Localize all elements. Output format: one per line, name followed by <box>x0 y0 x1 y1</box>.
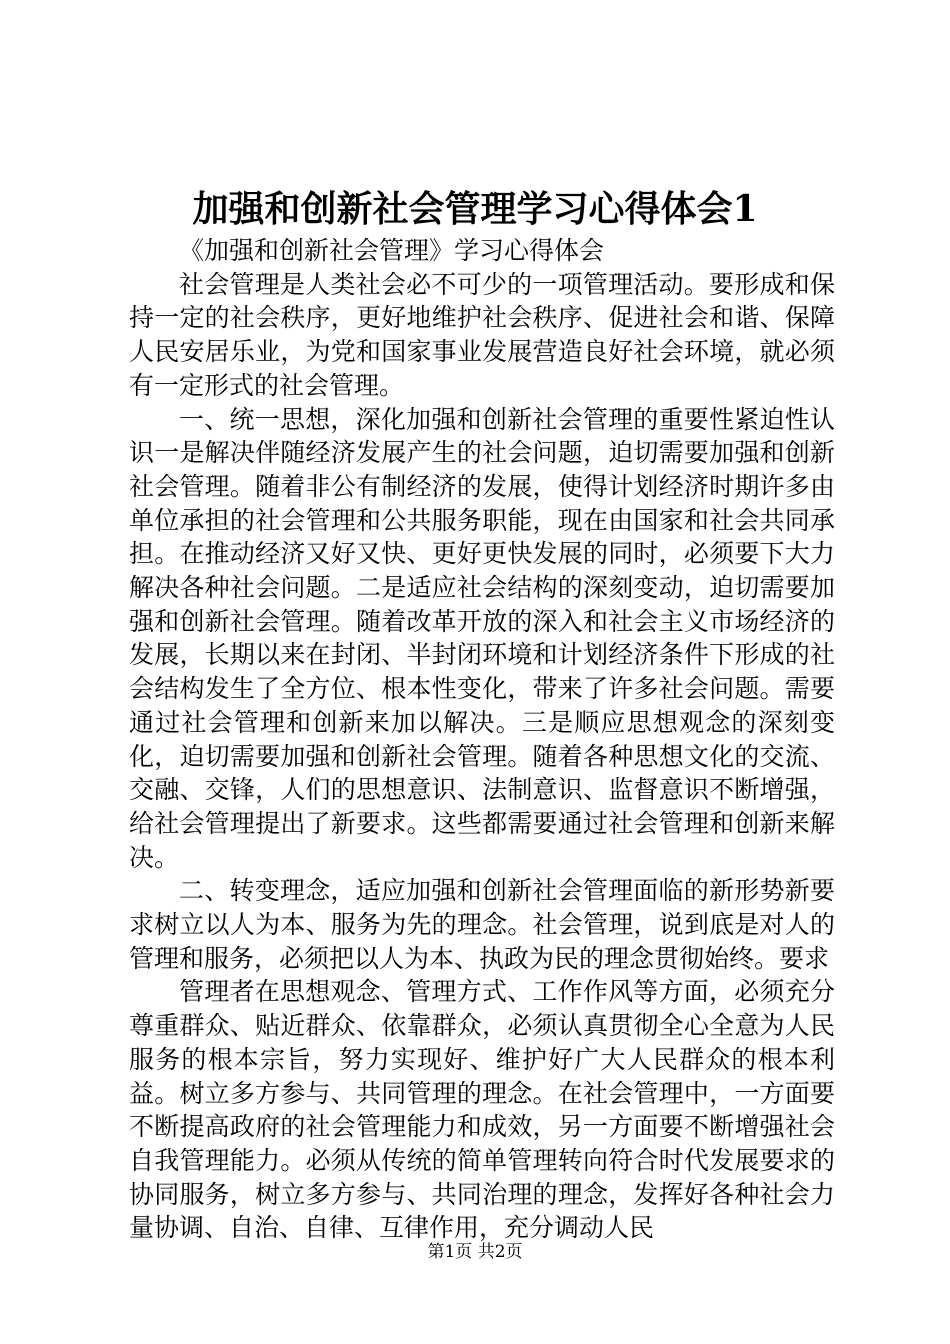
body-paragraph: 二、转变理念，适应加强和创新社会管理面临的新形势新要求树立以人为本、服务为先的理念。社会管理，说到底是对人的管理和服务，必须把以人为本、执政为民的理念贯彻始终。要求 <box>129 876 835 973</box>
body-paragraph: 社会管理是人类社会必不可少的一项管理活动。要形成和保持一定的社会秩序，更好地维护社会秩序、促进社会和谐、保障人民安居乐业，为党和国家事业发展营造良好社会环境，就必须有一定形式的社会管理。 <box>129 269 835 400</box>
subtitle-paragraph: 《加强和创新社会管理》学习心得体会 <box>179 236 605 265</box>
body-paragraph: 管理者在思想观念、管理方式、工作作风等方面，必须充分尊重群众、贴近群众、依靠群众，必须认真贯彻全心全意为人民服务的根本宗旨，努力实现好、维护好广大人民群众的根本利益。树立多方参与、共同管理的理念。在社会管理中，一方面要不断提高政府的社会管理能力和成效，另一方面要不断增强社会自我管理能力。必须从传统的简单管理转向符合时代发展要求的协同服务，树立多方参与、共同治理的理念，发挥好各种社会力量协调、自治、自律、互律作用，充分调动人民 <box>129 977 835 1243</box>
body-paragraph: 一、统一思想，深化加强和创新社会管理的重要性紧迫性认识一是解决伴随经济发展产生的社会问题，迫切需要加强和创新社会管理。随着非公有制经济的发展，使得计划经济时期许多由单位承担的社会管理和公共服务职能，现在由国家和社会共同承担。在推动经济又好又快、更好更快发展的同时，必须要下大力解决各种社会问题。二是适应社会结构的深刻变动，迫切需要加强和创新社会管理。随着改革开放的深入和社会主义市场经济的发展，长期以来在封闭、半封闭环境和计划经济条件下形成的社会结构发生了全方位、根本性变化，带来了许多社会问题。需要通过社会管理和创新来加以解决。三是顺应思想观念的深刻变化，迫切需要加强和创新社会管理。随着各种思想文化的交流、交融、交锋，人们的思想意识、法制意识、监督意识不断增强，给社会管理提出了新要求。这些都需要通过社会管理和创新来解决。 <box>129 404 835 872</box>
document-body <box>129 234 835 1245</box>
document-title: 加强和创新社会管理学习心得体会1 <box>192 188 758 230</box>
page-footer: 第1页 共2页 <box>427 1242 523 1262</box>
